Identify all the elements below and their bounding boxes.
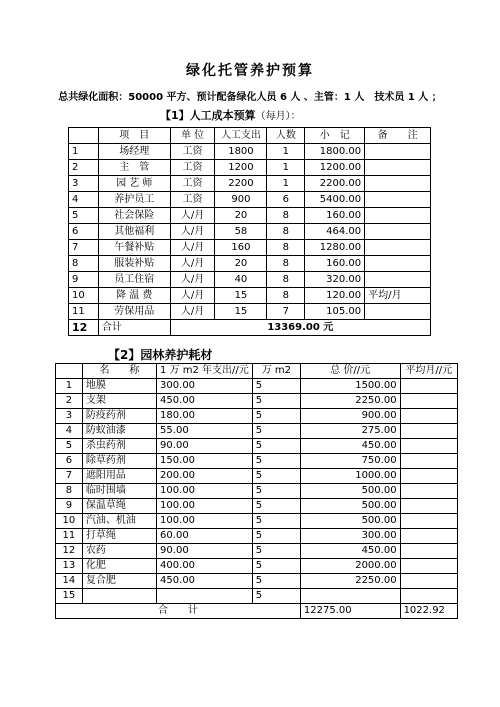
table-row	[56, 379, 458, 394]
table-cell: 3	[56, 409, 83, 424]
table-cell: 450.00	[300, 544, 400, 559]
table-cell: 工资	[170, 144, 215, 160]
table-cell: 8	[56, 484, 83, 499]
table-cell: 2	[56, 394, 83, 409]
table-cell: 90.00	[157, 544, 253, 559]
table-row	[69, 256, 431, 272]
table-cell: 5	[252, 559, 300, 574]
table-row	[69, 144, 431, 160]
header-cell: 1 万 m2 年支出//元	[157, 364, 253, 379]
table-cell	[400, 484, 457, 499]
table-cell: 6	[56, 454, 83, 469]
header-cell: 万 m2	[252, 364, 300, 379]
table-cell	[365, 144, 431, 160]
table-cell: 13	[56, 559, 83, 574]
table-cell: 1500.00	[300, 379, 400, 394]
table-row	[56, 469, 458, 484]
table-cell: 11	[69, 304, 99, 320]
table-cell: 200.00	[157, 469, 253, 484]
table-cell	[400, 469, 457, 484]
header-cell: 总 价//元	[300, 364, 400, 379]
table-cell: 500.00	[300, 484, 400, 499]
table-cell: 人/月	[170, 208, 215, 224]
table-cell: 5	[252, 439, 300, 454]
table-cell: 5	[252, 499, 300, 514]
table-cell: 社会保险	[98, 208, 170, 224]
table-cell: 工资	[170, 192, 215, 208]
table-row	[56, 409, 458, 424]
table-row	[69, 192, 431, 208]
header-cell: 项 目	[98, 128, 170, 144]
table-cell: 5	[252, 484, 300, 499]
table-cell: 工资	[170, 160, 215, 176]
table-cell: 1	[69, 144, 99, 160]
table-row	[56, 589, 458, 604]
table-cell	[300, 589, 400, 604]
table-cell: 园 艺 师	[98, 176, 170, 192]
table-cell: 5	[252, 409, 300, 424]
total-number: 12	[69, 320, 99, 336]
table-cell: 遮阳用品	[82, 469, 156, 484]
header-cell	[56, 364, 83, 379]
total-value: 13369.00 元	[170, 320, 430, 336]
table-cell	[82, 589, 156, 604]
page-title: 绿化托管养护预算	[186, 63, 314, 79]
table-cell	[365, 208, 431, 224]
table-cell	[157, 589, 253, 604]
table-cell: 464.00	[305, 224, 365, 240]
table-cell: 4	[56, 424, 83, 439]
total-label: 合 计	[56, 604, 301, 619]
table-cell: 养护员工	[98, 192, 170, 208]
table-row	[69, 272, 431, 288]
table-cell: 55.00	[157, 424, 253, 439]
table-cell: 工资	[170, 176, 215, 192]
table-cell	[400, 544, 457, 559]
table-cell: 1200	[215, 160, 267, 176]
table-cell	[365, 192, 431, 208]
table-cell: 8	[267, 240, 305, 256]
table-cell	[400, 439, 457, 454]
table-cell: 20	[215, 256, 267, 272]
table-cell: 其他福利	[98, 224, 170, 240]
table-row	[56, 559, 458, 574]
table-cell: 4	[69, 192, 99, 208]
table-cell: 化肥	[82, 559, 156, 574]
table-cell: 900	[215, 192, 267, 208]
table-row	[56, 484, 458, 499]
table-cell	[365, 224, 431, 240]
table-row	[69, 160, 431, 176]
table-cell: 300.00	[300, 529, 400, 544]
table-cell: 汽油、机油	[82, 514, 156, 529]
summary-text: 总共绿化面积：50000 平方、预计配备绿化人员 6 人 、主管：1 人 技术员 1 人 ；	[58, 92, 442, 103]
table-row	[69, 304, 431, 320]
table-row	[56, 514, 458, 529]
table-cell: 5	[252, 424, 300, 439]
table-cell	[400, 574, 457, 589]
table-cell: 人/月	[170, 240, 215, 256]
table-cell: 人/月	[170, 256, 215, 272]
table-cell: 保温草绳	[82, 499, 156, 514]
table-cell	[400, 499, 457, 514]
table-cell: 6	[69, 224, 99, 240]
table-row	[69, 288, 431, 304]
table-row	[69, 176, 431, 192]
table-cell: 160.00	[305, 256, 365, 272]
section1-unit: （每月）：	[255, 111, 301, 122]
table-cell	[400, 559, 457, 574]
table-cell: 5	[252, 394, 300, 409]
table-header-row	[56, 364, 458, 379]
table-cell: 员工住宿	[98, 272, 170, 288]
table-cell: 15	[56, 589, 83, 604]
table-cell: 5	[252, 529, 300, 544]
table-row	[56, 499, 458, 514]
table-cell: 100.00	[157, 514, 253, 529]
table-row	[56, 439, 458, 454]
table-cell: 160	[215, 240, 267, 256]
table-cell: 7	[267, 304, 305, 320]
table-cell: 6	[267, 192, 305, 208]
table-cell: 300.00	[157, 379, 253, 394]
table-cell: 105.00	[305, 304, 365, 320]
header-cell: 人工支出	[215, 128, 267, 144]
table-cell: 5	[69, 208, 99, 224]
header-cell	[69, 128, 99, 144]
table-row	[56, 424, 458, 439]
table-cell: 防蚁油漆	[82, 424, 156, 439]
table-cell	[365, 240, 431, 256]
table-cell: 人/月	[170, 224, 215, 240]
table-cell: 降 温 费	[98, 288, 170, 304]
table-cell: 地膜	[82, 379, 156, 394]
table-cell: 58	[215, 224, 267, 240]
header-cell: 人数	[267, 128, 305, 144]
table-cell: 10	[56, 514, 83, 529]
total-label: 合计	[98, 320, 170, 336]
table-cell: 14	[56, 574, 83, 589]
total-row	[69, 320, 431, 336]
table-cell: 5	[252, 379, 300, 394]
total-row	[56, 604, 458, 619]
table-row	[69, 240, 431, 256]
table-cell: 支架	[82, 394, 156, 409]
header-cell: 小 记	[305, 128, 365, 144]
table-cell: 8	[267, 288, 305, 304]
table-cell: 打草绳	[82, 529, 156, 544]
total-month: 1022.92	[400, 604, 457, 619]
table-cell	[365, 272, 431, 288]
table-cell: 1	[267, 160, 305, 176]
table-cell: 农药	[82, 544, 156, 559]
table-cell: 主 管	[98, 160, 170, 176]
table-cell: 7	[69, 240, 99, 256]
header-cell: 名 称	[82, 364, 156, 379]
table-cell: 150.00	[157, 454, 253, 469]
table-cell: 40	[215, 272, 267, 288]
table-cell: 9	[69, 272, 99, 288]
table-cell: 1800	[215, 144, 267, 160]
table-cell: 平均/月	[365, 288, 431, 304]
table-cell: 午餐补贴	[98, 240, 170, 256]
table-cell: 8	[267, 208, 305, 224]
table-cell: 100.00	[157, 484, 253, 499]
materials-table	[55, 363, 458, 619]
table-cell: 5	[252, 544, 300, 559]
table-cell: 3	[69, 176, 99, 192]
table-cell	[400, 514, 457, 529]
table-cell: 11	[56, 529, 83, 544]
table-cell: 400.00	[157, 559, 253, 574]
table-cell: 60.00	[157, 529, 253, 544]
table-row	[56, 544, 458, 559]
table-cell	[400, 454, 457, 469]
table-row	[69, 224, 431, 240]
table-cell: 1800.00	[305, 144, 365, 160]
table-cell	[365, 176, 431, 192]
table-cell: 100.00	[157, 499, 253, 514]
table-cell: 场经理	[98, 144, 170, 160]
table-cell: 750.00	[300, 454, 400, 469]
table-cell: 90.00	[157, 439, 253, 454]
table-cell: 5	[252, 574, 300, 589]
table-row	[56, 529, 458, 544]
table-cell: 服装补贴	[98, 256, 170, 272]
table-cell: 除草药剂	[82, 454, 156, 469]
table-cell: 5	[252, 454, 300, 469]
table-cell: 7	[56, 469, 83, 484]
table-cell: 1	[267, 144, 305, 160]
table-cell: 15	[215, 288, 267, 304]
table-cell: 450.00	[300, 439, 400, 454]
table-cell: 10	[69, 288, 99, 304]
table-cell: 1280.00	[305, 240, 365, 256]
table-cell: 2250.00	[300, 574, 400, 589]
table-cell: 人/月	[170, 272, 215, 288]
table-cell: 2200.00	[305, 176, 365, 192]
table-cell	[365, 304, 431, 320]
table-cell: 杀虫药剂	[82, 439, 156, 454]
header-cell: 单 位	[170, 128, 215, 144]
table-cell: 900.00	[300, 409, 400, 424]
table-header-row	[69, 128, 431, 144]
table-cell: 450.00	[157, 394, 253, 409]
table-cell: 1000.00	[300, 469, 400, 484]
table-cell: 12	[56, 544, 83, 559]
table-cell: 复合肥	[82, 574, 156, 589]
section1-title: 【1】人工成本预算	[160, 109, 256, 122]
table-cell: 5	[252, 514, 300, 529]
table-row	[56, 574, 458, 589]
table-cell: 120.00	[305, 288, 365, 304]
table-row	[69, 208, 431, 224]
table-cell: 5	[252, 589, 300, 604]
table-cell	[400, 394, 457, 409]
header-cell: 备 注	[365, 128, 431, 144]
table-row	[56, 394, 458, 409]
table-cell: 450.00	[157, 574, 253, 589]
table-cell: 500.00	[300, 514, 400, 529]
labor-cost-table	[68, 127, 431, 336]
table-cell: 1	[56, 379, 83, 394]
table-cell: 8	[69, 256, 99, 272]
table-cell	[400, 589, 457, 604]
table-cell: 人/月	[170, 288, 215, 304]
section2-heading: 【2】园林养护耗材	[108, 348, 213, 362]
table-cell: 1	[267, 176, 305, 192]
table-cell: 8	[267, 224, 305, 240]
table-cell: 8	[267, 272, 305, 288]
table-cell: 9	[56, 499, 83, 514]
table-cell: 1200.00	[305, 160, 365, 176]
table-cell	[400, 424, 457, 439]
table-cell: 5	[56, 439, 83, 454]
table-cell: 临时围墙	[82, 484, 156, 499]
total-value: 12275.00	[300, 604, 400, 619]
table-cell	[400, 379, 457, 394]
section1-heading	[160, 107, 301, 123]
table-cell: 500.00	[300, 499, 400, 514]
header-cell: 平均月//元	[400, 364, 457, 379]
table-cell: 160.00	[305, 208, 365, 224]
table-cell: 2200	[215, 176, 267, 192]
table-cell	[365, 256, 431, 272]
table-cell: 2250.00	[300, 394, 400, 409]
table-cell: 20	[215, 208, 267, 224]
table-row	[56, 454, 458, 469]
table-cell: 防疫药剂	[82, 409, 156, 424]
table-cell	[400, 409, 457, 424]
table-cell: 180.00	[157, 409, 253, 424]
table-cell: 2	[69, 160, 99, 176]
table-cell: 劳保用品	[98, 304, 170, 320]
table-cell: 15	[215, 304, 267, 320]
table-cell	[365, 160, 431, 176]
table-cell	[400, 529, 457, 544]
table-cell: 5	[252, 469, 300, 484]
table-cell: 2000.00	[300, 559, 400, 574]
table-cell: 8	[267, 256, 305, 272]
table-cell: 275.00	[300, 424, 400, 439]
table-cell: 320.00	[305, 272, 365, 288]
table-cell: 5400.00	[305, 192, 365, 208]
table-cell: 人/月	[170, 304, 215, 320]
